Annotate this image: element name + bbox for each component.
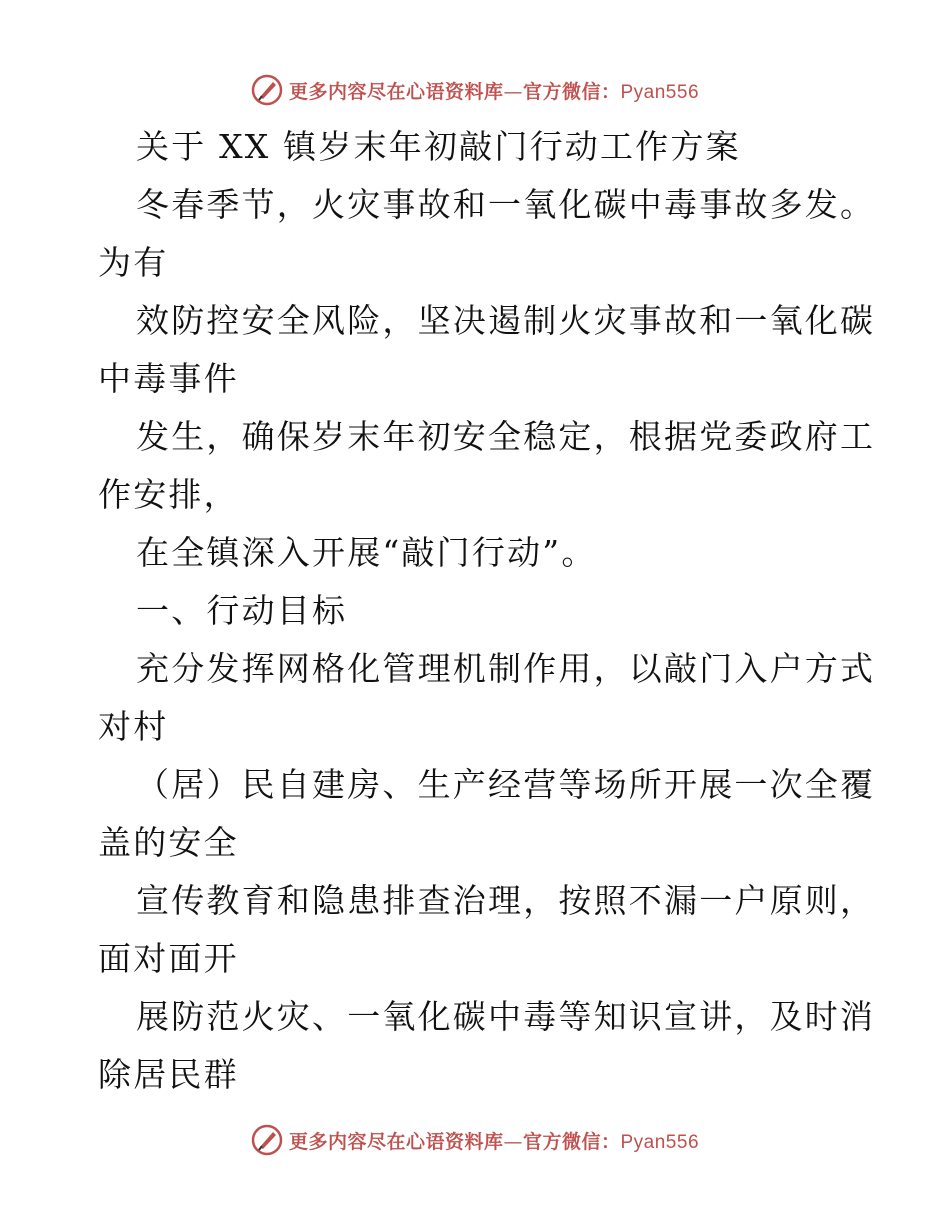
- text-line: 充分发挥网格化管理机制作用，以敲门入户方式: [136, 649, 876, 688]
- text-line: 展防范火灾、一氧化碳中毒等知识宣讲，及时消: [136, 997, 876, 1036]
- text-line: 面对面开: [98, 939, 239, 978]
- header-watermark-banner: [0, 70, 950, 110]
- text-line: 对村: [98, 707, 169, 746]
- quill-logo-icon: [251, 74, 283, 106]
- text-line: 为有: [98, 243, 169, 282]
- text-line: 效防控安全风险，坚决遏制火灾事故和一氧化碳: [136, 301, 876, 340]
- header-banner-text: 更多内容尽在心语资料库—官方微信：Pyan556: [288, 80, 700, 103]
- text-line: 除居民群: [98, 1055, 239, 1094]
- section-heading: 一、行动目标: [136, 591, 348, 630]
- text-line: （居）民自建房、生产经营等场所开展一次全覆: [136, 765, 876, 804]
- document-body: [98, 118, 876, 1104]
- footer-watermark-banner: [0, 1120, 950, 1160]
- text-line: 冬春季节，火灾事故和一氧化碳中毒事故多发。: [136, 185, 876, 224]
- text-line: 作安排，: [98, 475, 239, 514]
- text-line: 盖的安全: [98, 823, 239, 862]
- text-line: 中毒事件: [98, 359, 239, 398]
- text-line: 宣传教育和隐患排查治理，按照不漏一户原则，: [136, 881, 876, 920]
- quill-logo-icon: [251, 1124, 283, 1156]
- text-line: 在全镇深入开展“敲门行动”。: [136, 533, 597, 572]
- footer-banner-text: 更多内容尽在心语资料库—官方微信：Pyan556: [288, 1130, 700, 1153]
- document-title: 关于 XX 镇岁末年初敲门行动工作方案: [136, 127, 741, 166]
- text-line: 发生，确保岁末年初安全稳定，根据党委政府工: [136, 417, 876, 456]
